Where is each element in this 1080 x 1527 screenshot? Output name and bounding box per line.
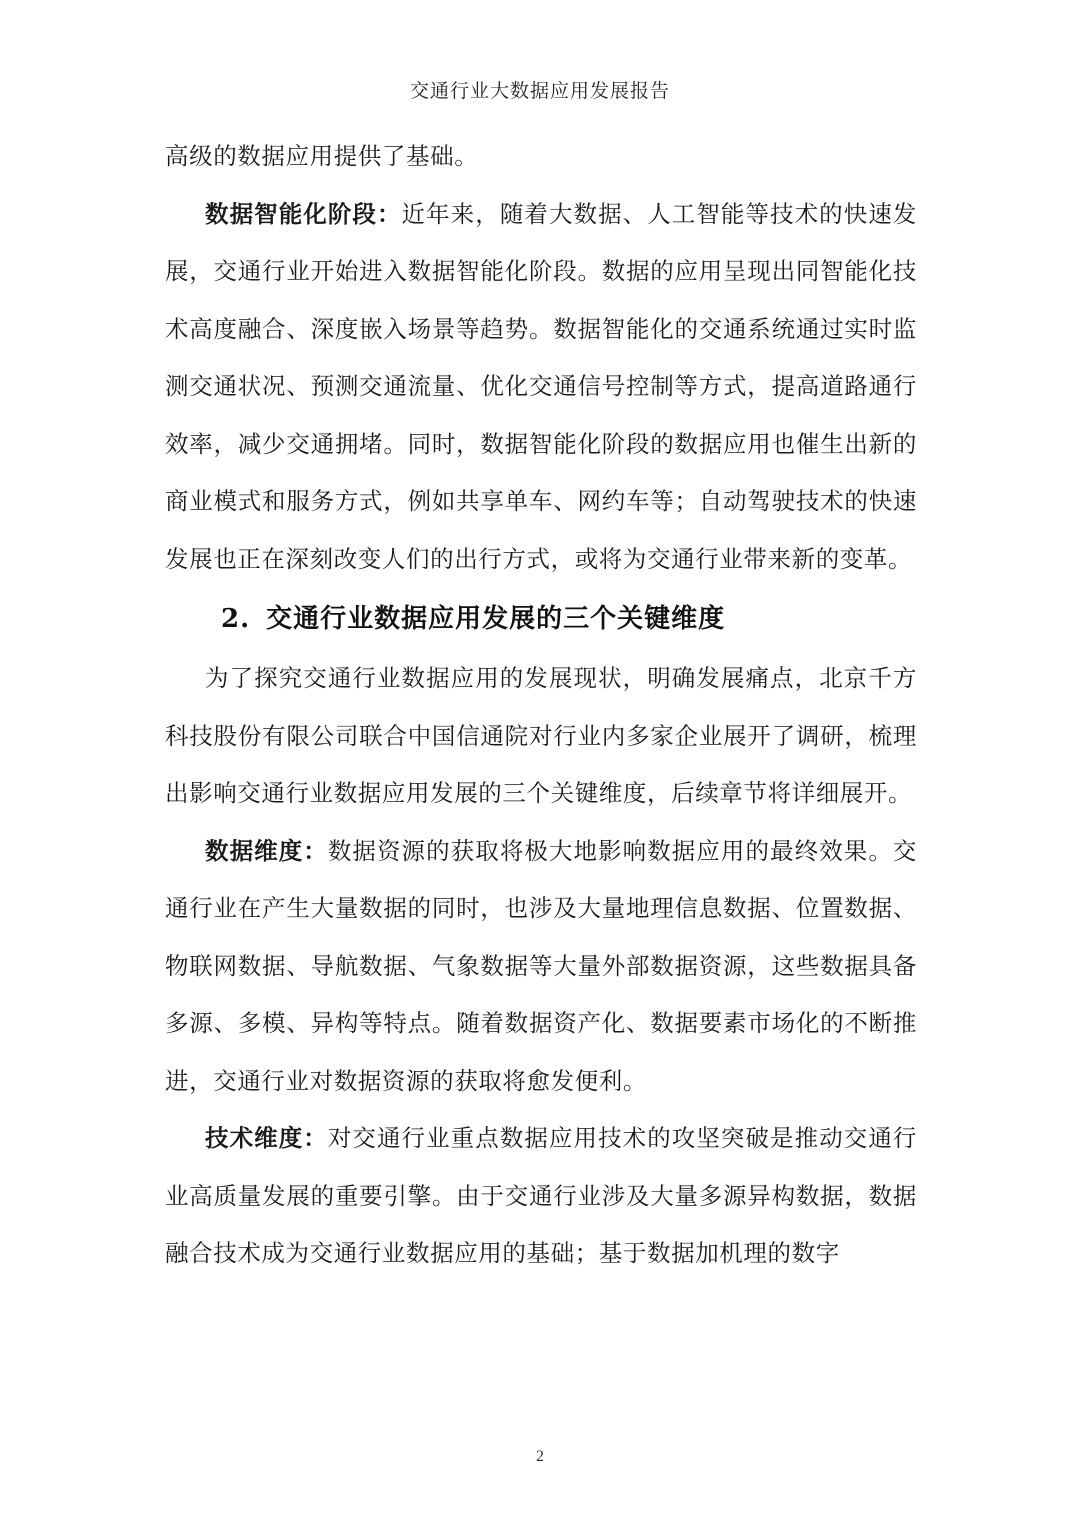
section-title: 交通行业数据应用发展的三个关键维度 (266, 604, 726, 634)
paragraph-continuation: 高级的数据应用提供了基础。 (165, 142, 479, 170)
paragraph-text: 近年来，随着大数据、人工智能等技术的快速发展，交通行业开始进入数据智能化阶段。数据的应用呈现出同智能化技术高度融合、深度嵌入场景等趋势。数据智能化的交通系统通过实时监测交通状况、预测交通流量、优化交通信号控制等方式，提高道路通行效率，减少交通拥堵。同时，数据智能化阶段的数据应用也催生出新的商业模式和服务方式，例如共享单车、网约车等；自动驾驶技术的快速发展也正在深刻改变人们的出行方式，或将为交通行业带来新的变革。 (165, 199, 917, 573)
paragraph-text: 对交通行业重点数据应用技术的攻坚突破是推动交通行业高质量发展的重要引擎。由于交通行业涉及大量多源异构数据，数据融合技术成为交通行业数据应用的基础；基于数据加机理的数字 (165, 1124, 917, 1267)
paragraph-text: 数据资源的获取将极大地影响数据应用的最终效果。交通行业在产生大量数据的同时，也涉及大量地理信息数据、位置数据、物联网数据、导航数据、气象数据等大量外部数据资源，这些数据具备多源、多模、异构等特点。随着数据资产化、数据要素市场化的不断推进，交通行业对数据资源的获取将愈发便利。 (165, 836, 917, 1095)
paragraph-lead-term: 技术维度： (205, 1124, 328, 1152)
paragraph-lead-term: 数据智能化阶段： (205, 199, 402, 228)
paragraph-data-intelligence-stage (165, 186, 917, 589)
section-number: 2. (221, 604, 251, 634)
paragraph-research-intro: 为了探究交通行业数据应用的发展现状，明确发展痛点，北京千方科技股份有限公司联合中国信通院对行业内多家企业展开了调研，梳理出影响交通行业数据应用发展的三个关键维度，后续章节将详细展开。 (165, 664, 917, 807)
page-number: 2 (536, 1448, 544, 1465)
paragraph-data-dimension (165, 823, 917, 1111)
paragraph-lead-term: 数据维度： (205, 836, 328, 865)
paragraph-tech-dimension (165, 1110, 917, 1283)
body-text (165, 128, 917, 1283)
section-heading (165, 588, 917, 650)
running-header: 交通行业大数据应用发展报告 (409, 80, 670, 102)
